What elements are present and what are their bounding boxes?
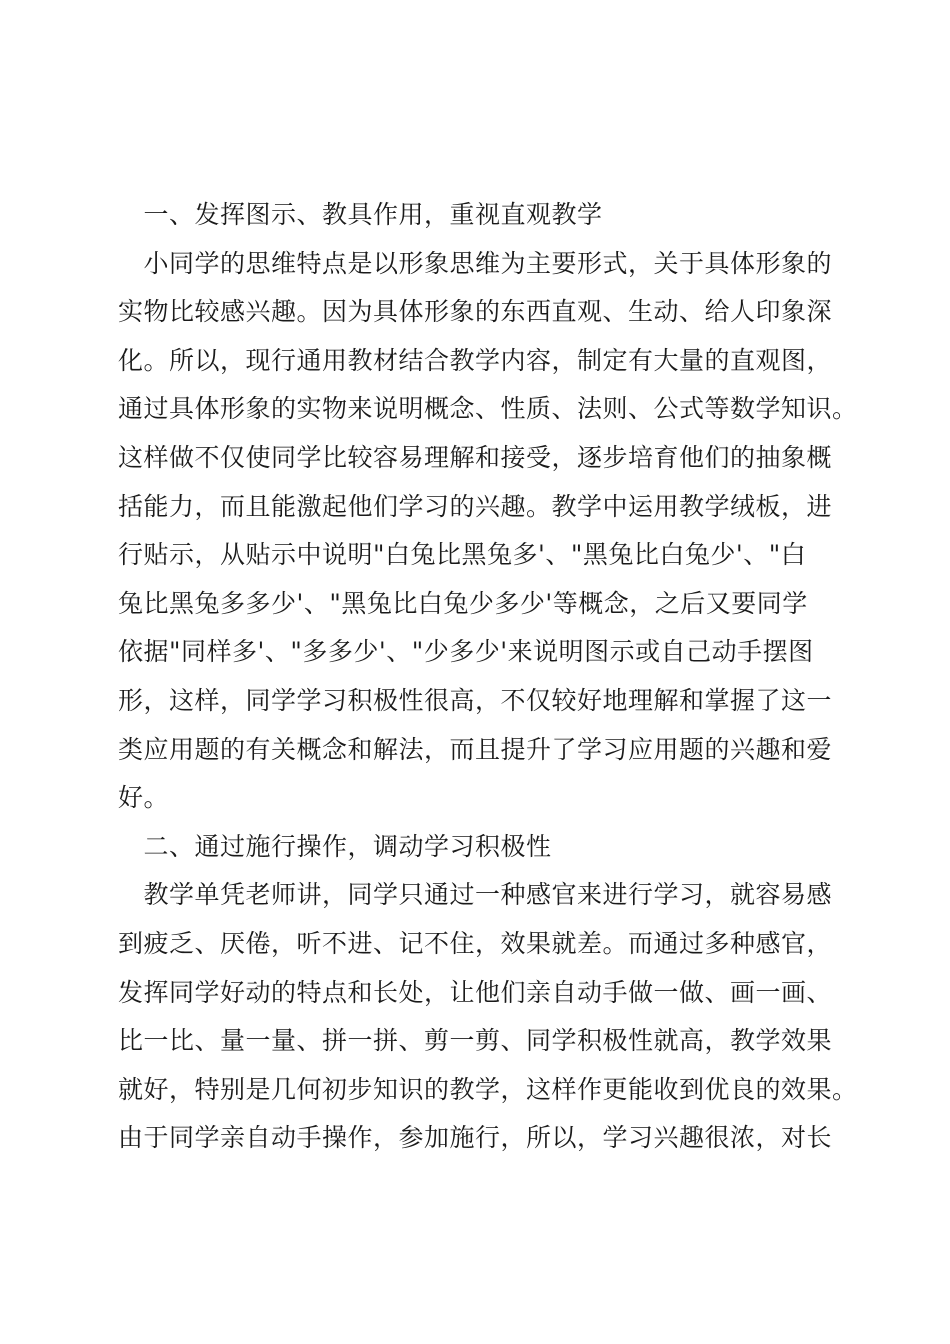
- paragraph-line: 好。: [118, 783, 170, 813]
- section-heading-2: 二、通过施行操作，调动学习积极性: [118, 831, 552, 861]
- paragraph-line: 依据"同样多'、"多多少'、"少多少'来说明图示或自己动手摆图: [118, 637, 814, 667]
- paragraph-line: 实物比较感兴趣。因为具体形象的东西直观、生动、给人印象深: [118, 297, 833, 327]
- document-body: [118, 191, 858, 1163]
- paragraph-line: 到疲乏、厌倦，听不进、记不住，效果就差。而通过多种感官，: [118, 928, 833, 958]
- paragraph-line: 形，这样，同学学习积极性很高，不仅较好地理解和掌握了这一: [118, 685, 833, 715]
- section-heading-1: 一、发挥图示、教具作用，重视直观教学: [118, 200, 603, 229]
- paragraph-line: 发挥同学好动的特点和长处，让他们亲自动手做一做、画一画、: [118, 977, 833, 1007]
- paragraph-line: 比一比、量一量、拼一拼、剪一剪、同学积极性就高，教学效果: [118, 1026, 833, 1056]
- paragraph-line: 括能力，而且能激起他们学习的兴趣。教学中运用教学绒板，进: [118, 491, 833, 521]
- paragraph-line: 行贴示，从贴示中说明"白兔比黑兔多'、"黑兔比白兔少'、"白: [118, 540, 807, 570]
- paragraph-line: 由于同学亲自动手操作，参加施行，所以，学习兴趣很浓，对长: [118, 1123, 833, 1153]
- paragraph-line: 化。所以，现行通用教材结合教学内容，制定有大量的直观图，: [118, 345, 833, 375]
- paragraph-line: 类应用题的有关概念和解法，而且提升了学习应用题的兴趣和爱: [118, 734, 833, 764]
- paragraph-line: 这样做不仅使同学比较容易理解和接受，逐步培育他们的抽象概: [118, 442, 833, 472]
- paragraph-line: 小同学的思维特点是以形象思维为主要形式，关于具体形象的: [118, 248, 833, 278]
- paragraph-line: 教学单凭老师讲，同学只通过一种感官来进行学习，就容易感: [118, 880, 833, 910]
- paragraph-line: 就好，特别是几何初步知识的教学，这样作更能收到优良的效果。: [118, 1074, 858, 1104]
- paragraph-line: 兔比黑兔多多少'、"黑兔比白兔少多少'等概念，之后又要同学: [118, 588, 808, 618]
- paragraph-line: 通过具体形象的实物来说明概念、性质、法则、公式等数学知识。: [118, 394, 858, 424]
